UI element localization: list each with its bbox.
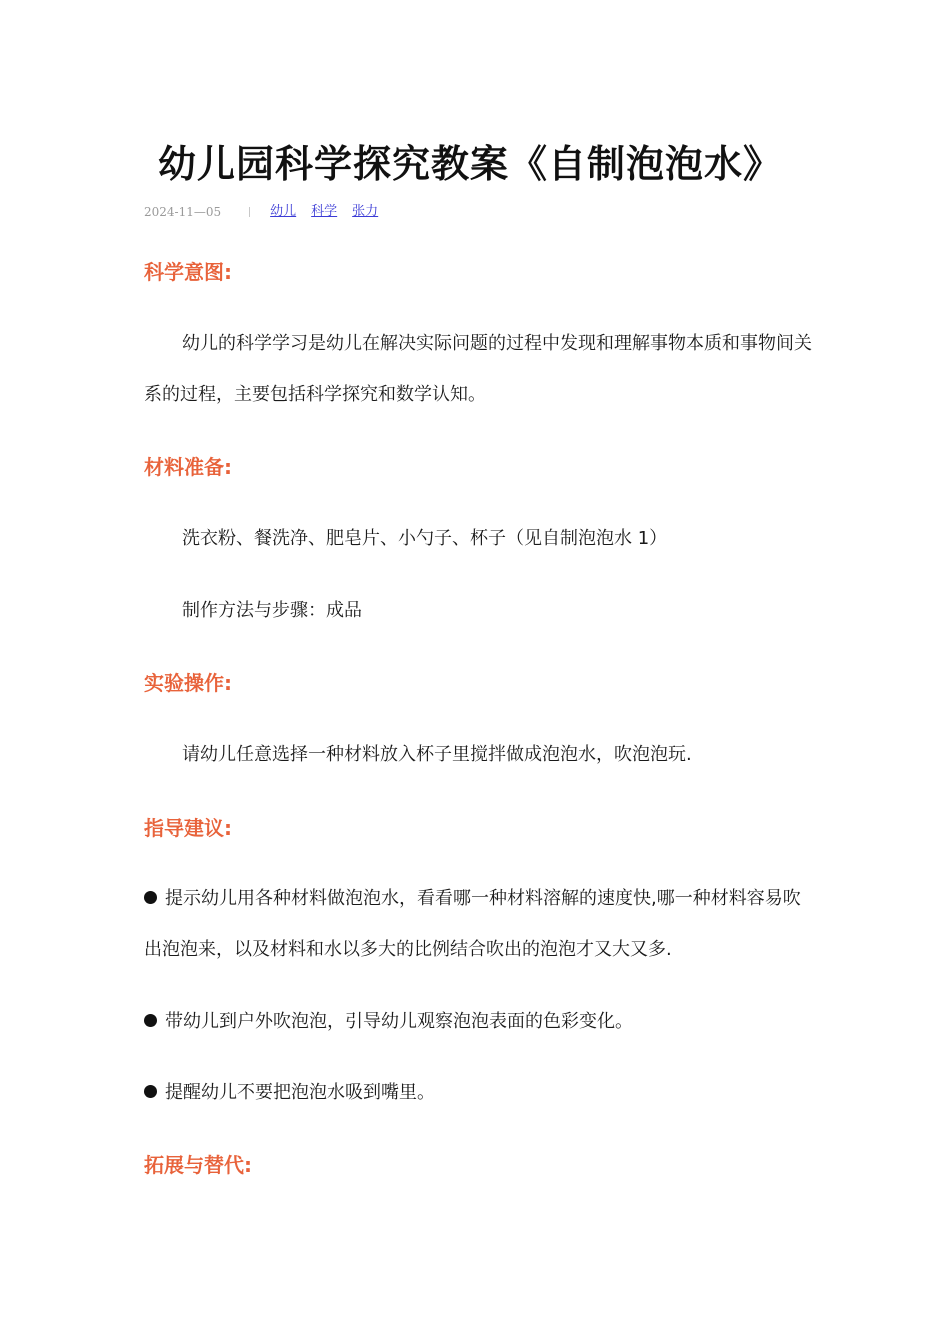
tag-link-science[interactable]: 科学 [311,204,338,219]
materials-list: 洗衣粉、餐洗净、肥皂片、小勺子、杯子（见自制泡泡水 1） [182,528,668,549]
bullet-dot-icon [144,1014,157,1027]
section-heading-intent: 科学意图: [144,260,232,284]
bullet-dot-icon [144,1085,157,1098]
tag-link-child[interactable]: 幼儿 [270,204,297,219]
guidance-bullet [144,873,814,975]
section-heading-operation: 实验操作: [144,671,232,695]
materials-method: 制作方法与步骤：成品 [182,600,362,621]
operation-paragraph: 请幼儿任意选择一种材料放入杯子里搅拌做成泡泡水，吹泡泡玩. [182,744,692,765]
document-meta [144,202,393,222]
guidance-bullet [144,996,814,1047]
guidance-bullet-text: 提示幼儿用各种材料做泡泡水，看看哪一种材料溶解的速度快,哪一种材料容易吹出泡泡来，以及材料和水以多大的比例结合吹出的泡泡才又大又多. [144,888,801,960]
bullet-dot-icon [144,891,157,904]
meta-divider [249,207,250,217]
guidance-bullet [144,1067,814,1118]
section-heading-extension: 拓展与替代: [144,1153,252,1177]
guidance-bullet-text: 提醒幼儿不要把泡泡水吸到嘴里。 [165,1082,435,1103]
publish-date: 2024-11—05 [144,205,222,219]
section-heading-materials: 材料准备: [144,455,232,479]
section-heading-guidance: 指导建议: [144,816,232,840]
intent-paragraph: 幼儿的科学学习是幼儿在解决实际问题的过程中发现和理解事物本质和事物间关系的过程，主要包括科学探究和数学认知。 [144,333,812,405]
tag-link-tension[interactable]: 张力 [352,204,379,219]
document-title: 幼儿园科学探究教案《自制泡泡水》 [157,142,782,186]
guidance-bullet-text: 带幼儿到户外吹泡泡，引导幼儿观察泡泡表面的色彩变化。 [165,1011,633,1032]
